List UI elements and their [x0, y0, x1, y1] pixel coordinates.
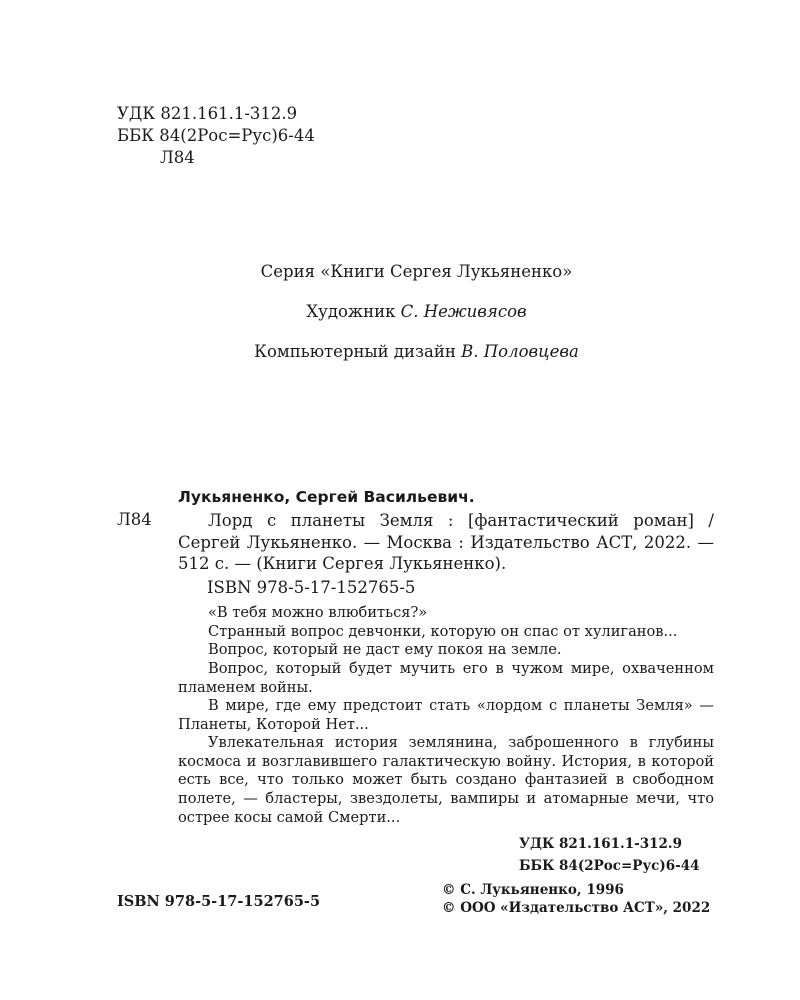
udk-code: УДК 821.161.1-312.9 — [117, 104, 298, 123]
artist-name: С. Неживясов — [400, 302, 527, 321]
annotation-bbk: ББК 84(2Рос=Рус)6-44 — [519, 858, 700, 874]
design-name: В. Половцева — [461, 342, 579, 361]
footer-isbn: ISBN 978-5-17-152765-5 — [117, 893, 321, 910]
bib-author-mark: Л84 — [117, 510, 152, 529]
series-line: Серия «Книги Сергея Лукьяненко» — [260, 262, 573, 281]
artist-role: Художник — [306, 302, 396, 321]
bib-isbn: ISBN 978-5-17-152765-5 — [207, 578, 416, 597]
author-heading: Лукьяненко, Сергей Васильевич. — [178, 488, 475, 506]
design-line — [0, 342, 800, 361]
bbk-code: ББК 84(2Рос=Рус)6-44 — [117, 126, 315, 145]
copyright-publisher: © ООО «Издательство АСТ», 2022 — [442, 900, 711, 916]
author-mark: Л84 — [160, 148, 195, 167]
annotation-paragraph: Странный вопрос девчонки, которую он спас от хулиганов... — [208, 623, 678, 640]
annotation-paragraph: В мире, где ему предстоит стать «лордом с планеты Земля» — Планеты, Которой Нет... — [178, 697, 714, 733]
bib-description: Лорд с планеты Земля : [фантастический роман] / Сергей Лукьяненко. — Москва : Издательство АСТ, 2022. — 512 с. — (Книги Сергея Лукьяненко). — [178, 511, 714, 573]
annotation-paragraph: Вопрос, который не даст ему покоя на земле. — [208, 641, 562, 658]
artist-line — [0, 302, 800, 321]
annotation-paragraph: Увлекательная история землянина, заброшенного в глубины космоса и возглавившего галактическую войну. История, в которой есть все, что только может быть создано фантазией в свободном полете, — бластеры, звездолеты, вампиры и атомарные мечи, что острее косы самой Смерти... — [178, 734, 714, 826]
annotation-udk: УДК 821.161.1-312.9 — [519, 836, 682, 852]
design-role: Компьютерный дизайн — [254, 342, 456, 361]
annotation-paragraph: «В тебя можно влюбиться?» — [208, 604, 428, 621]
copyright-author: © С. Лукьяненко, 1996 — [442, 882, 624, 898]
annotation-paragraph: Вопрос, который будет мучить его в чужом мире, охваченном пламенем войны. — [178, 660, 714, 696]
